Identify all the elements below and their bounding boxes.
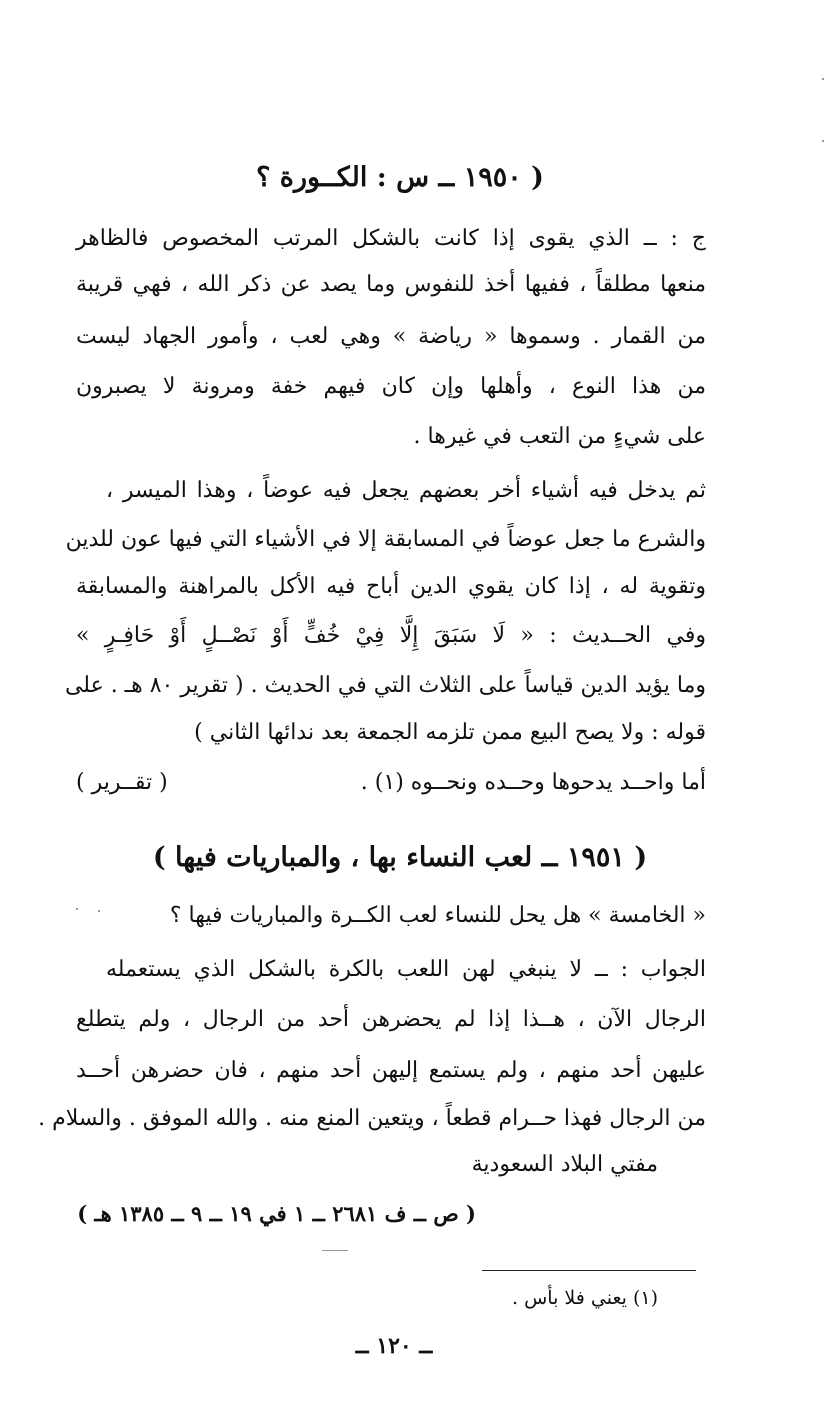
footnote-rule: [482, 1270, 696, 1271]
text-line: من هذا النوع ، وأهلها وإن كان فيهم خفة ومرونة لا يصبرون: [76, 374, 706, 399]
scan-speck: [822, 78, 824, 80]
answer-line: الرجال الآن ، هــذا إذا لم يحضرهن أحد من الرجال ، ولم يتطلع: [76, 1007, 706, 1032]
section-heading-1950: ( ١٩٥٠ ــ س : الكــورة ؟: [256, 162, 544, 193]
text-line: قوله : ولا يصح البيع ممن تلزمه الجمعة بعد ندائها الثاني ): [194, 720, 706, 745]
section-heading-1951: ( ١٩٥١ ــ لعب النساء بها ، والمباريات فيها ): [152, 842, 648, 873]
text-line: ثم يدخل فيه أشياء أخر بعضهم يجعل فيه عوضاً ، وهذا الميسر ،: [106, 478, 706, 503]
text-line: وما يؤيد الدين قياساً على الثلاث التي في الحديث . ( تقرير ٨٠ هـ . على: [64, 673, 706, 698]
answer-line: من الرجال فهذا حــرام قطعاً ، ويتعين المنع منه . والله الموفق . والسلام .: [38, 1106, 706, 1131]
hadith-line: وفي الحــديث : « لَا سَبَقَ إِلَّا فِيْ خُفٍّ أَوْ نَصْــلٍ أَوْ حَافِـرٍ »: [76, 623, 706, 648]
text-line: ج : ــ الذي يقوى إذا كانت بالشكل المرتب المخصوص فالظاهر: [76, 226, 706, 251]
answer-line: عليهن أحد منهم ، ولم يستمع إليهن أحد منهم ، فان حضرهن أحــد: [76, 1058, 706, 1083]
text-line: منعها مطلقاً ، ففيها أخذ للنفوس وما يصد عن ذكر الله ، فهي قريبة: [76, 272, 706, 297]
scan-speck: [76, 908, 78, 910]
page-number: ــ ١٢٠ ــ: [355, 1333, 433, 1359]
divider: [322, 1250, 348, 1251]
text-line: والشرع ما جعل عوضاً في المسابقة إلا في الأشياء التي فيها عون للدين: [65, 527, 706, 552]
question-line: « الخامسة » هل يحل للنساء لعب الكــرة والمباريات فيها ؟: [169, 903, 706, 928]
text-line: وتقوية له ، إذا كان يقوي الدين أباح فيه الأكل بالمراهنة والمسابقة: [76, 574, 706, 599]
closing-tag: ( تقــرير ): [76, 770, 168, 795]
scan-speck: [98, 910, 100, 912]
signature: مفتي البلاد السعودية: [471, 1152, 658, 1177]
text-line: على شيءٍ من التعب في غيرها .: [413, 424, 706, 449]
scan-speck: [822, 140, 824, 142]
closing-line: أما واحــد يدحوها وحــده ونحــوه (١) .: [360, 770, 706, 795]
reference-line: ( ص ــ ف ٢٦٨١ ــ ١ في ١٩ ــ ٩ ــ ١٣٨٥ هـ ): [77, 1201, 476, 1226]
text-line: من القمار . وسموها « رياضة » وهي لعب ، وأمور الجهاد ليست: [76, 324, 706, 349]
closing-row: [76, 768, 706, 798]
answer-line: الجواب : ــ لا ينبغي لهن اللعب بالكرة بالشكل الذي يستعمله: [106, 957, 706, 982]
footnote: (١) يعني فلا بأس .: [512, 1287, 658, 1309]
